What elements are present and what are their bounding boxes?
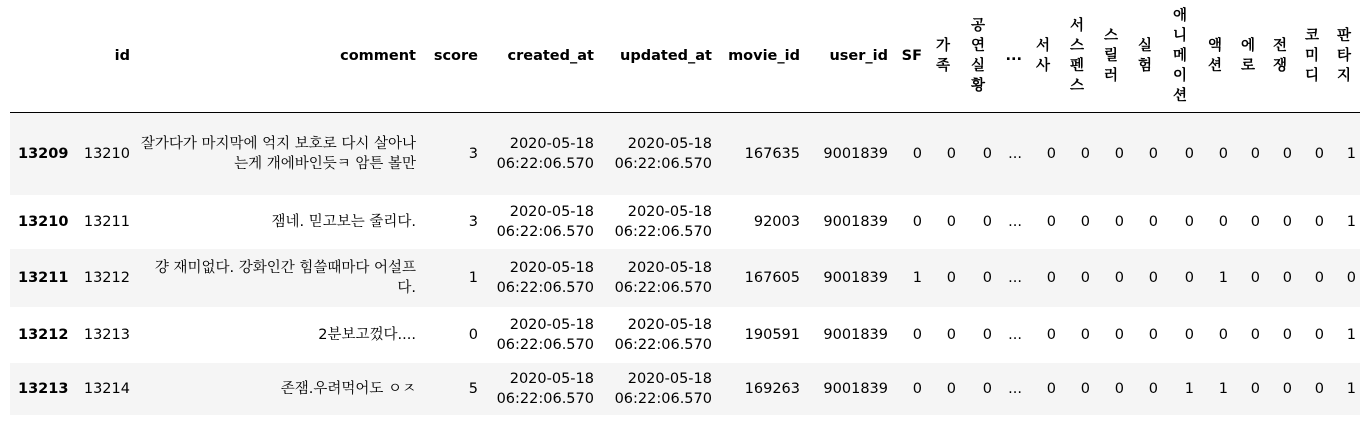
col-header-score: score [420, 0, 482, 113]
col-header-ellipsis: ... [996, 0, 1026, 113]
cell-comedy: 0 [1314, 326, 1324, 343]
table-row [10, 307, 1360, 363]
cell-fantasy: 1 [1346, 326, 1356, 343]
cell-score: 3 [468, 145, 478, 162]
col-header-animation [1162, 0, 1198, 113]
cell-score: 1 [468, 269, 478, 286]
cell-movie-id: 190591 [744, 326, 800, 343]
col-header-drama [1026, 0, 1060, 113]
cell-user-id: 9001839 [823, 213, 888, 230]
table-row [10, 113, 1360, 195]
table-row [10, 195, 1360, 249]
col-header-drama-text: 서사 [1035, 38, 1050, 74]
cell-suspense: 0 [1080, 326, 1090, 343]
cell-concert: 0 [982, 213, 992, 230]
cell-thriller: 0 [1114, 213, 1124, 230]
cell-ellipsis: ... [1008, 380, 1022, 397]
cell-comment: 잼네. 믿고보는 줄리다. [271, 213, 416, 230]
cell-ellipsis: ... [1008, 145, 1022, 162]
col-header-movie-id: movie_id [716, 0, 804, 113]
cell-experimental: 0 [1148, 326, 1158, 343]
cell-drama: 0 [1046, 213, 1056, 230]
cell-drama: 0 [1046, 145, 1056, 162]
dataframe-table [10, 0, 1360, 415]
cell-id: 13214 [83, 380, 130, 397]
col-header-suspense-text: 서스펜스 [1069, 18, 1084, 94]
col-header-thriller-text: 스릴러 [1103, 28, 1118, 84]
cell-animation: 0 [1184, 145, 1194, 162]
cell-war: 0 [1282, 380, 1292, 397]
col-header-concert-text: 공연실황 [970, 18, 985, 94]
cell-family: 0 [946, 326, 956, 343]
cell-animation: 0 [1184, 213, 1194, 230]
cell-id: 13212 [83, 269, 130, 286]
cell-movie-id: 167635 [744, 145, 800, 162]
cell-fantasy: 0 [1346, 269, 1356, 286]
cell-suspense: 0 [1080, 145, 1090, 162]
col-header-fantasy-text: 판타지 [1336, 28, 1351, 84]
cell-war: 0 [1282, 145, 1292, 162]
cell-family: 0 [946, 145, 956, 162]
cell-comedy: 0 [1314, 213, 1324, 230]
col-header-war [1264, 0, 1296, 113]
col-header-suspense [1060, 0, 1094, 113]
cell-animation: 1 [1184, 380, 1194, 397]
cell-movie-id: 167605 [744, 269, 800, 286]
cell-war: 0 [1282, 326, 1292, 343]
cell-created-at: 2020-05-18 06:22:06.570 [496, 259, 594, 296]
col-header-sf: SF [892, 0, 926, 113]
cell-family: 0 [946, 269, 956, 286]
cell-ellipsis: ... [1008, 269, 1022, 286]
cell-comment: 2분보고껐다.... [318, 326, 416, 343]
cell-comedy: 0 [1314, 145, 1324, 162]
cell-experimental: 0 [1148, 269, 1158, 286]
col-header-created-at: created_at [482, 0, 598, 113]
col-header-animation-text: 애니메이션 [1172, 8, 1187, 104]
cell-thriller: 0 [1114, 380, 1124, 397]
cell-created-at: 2020-05-18 06:22:06.570 [496, 316, 594, 353]
cell-fantasy: 1 [1346, 380, 1356, 397]
cell-animation: 0 [1184, 269, 1194, 286]
cell-index: 13210 [18, 213, 69, 230]
col-header-family-text: 가족 [935, 38, 950, 74]
cell-drama: 0 [1046, 269, 1056, 286]
cell-created-at: 2020-05-18 06:22:06.570 [496, 370, 594, 407]
cell-family: 0 [946, 213, 956, 230]
cell-user-id: 9001839 [823, 380, 888, 397]
table-row [10, 363, 1360, 415]
cell-action: 1 [1218, 269, 1228, 286]
col-header-action-text: 액션 [1207, 38, 1222, 74]
cell-thriller: 0 [1114, 326, 1124, 343]
cell-drama: 0 [1046, 380, 1056, 397]
cell-fantasy: 1 [1346, 145, 1356, 162]
cell-concert: 0 [982, 380, 992, 397]
col-header-concert [960, 0, 996, 113]
cell-sf: 0 [912, 326, 922, 343]
col-header-updated-at: updated_at [598, 0, 716, 113]
cell-ellipsis: ... [1008, 326, 1022, 343]
cell-erotic: 0 [1250, 213, 1260, 230]
cell-updated-at: 2020-05-18 06:22:06.570 [614, 316, 712, 353]
cell-index: 13211 [18, 269, 69, 286]
cell-war: 0 [1282, 213, 1292, 230]
cell-drama: 0 [1046, 326, 1056, 343]
col-header-user-id: user_id [804, 0, 892, 113]
cell-sf: 0 [912, 145, 922, 162]
cell-movie-id: 169263 [744, 380, 800, 397]
col-header-family [926, 0, 960, 113]
col-header-war-text: 전쟁 [1272, 38, 1287, 74]
cell-updated-at: 2020-05-18 06:22:06.570 [614, 135, 712, 172]
cell-fantasy: 1 [1346, 213, 1356, 230]
cell-experimental: 0 [1148, 213, 1158, 230]
cell-action: 0 [1218, 213, 1228, 230]
cell-created-at: 2020-05-18 06:22:06.570 [496, 203, 594, 240]
cell-user-id: 9001839 [823, 326, 888, 343]
table-body [10, 113, 1360, 415]
table-header [10, 0, 1360, 113]
cell-index: 13213 [18, 380, 69, 397]
cell-id: 13213 [83, 326, 130, 343]
cell-score: 5 [468, 380, 478, 397]
cell-sf: 0 [912, 213, 922, 230]
cell-user-id: 9001839 [823, 145, 888, 162]
index-header [10, 0, 74, 113]
cell-erotic: 0 [1250, 145, 1260, 162]
cell-animation: 0 [1184, 326, 1194, 343]
cell-concert: 0 [982, 145, 992, 162]
cell-updated-at: 2020-05-18 06:22:06.570 [614, 370, 712, 407]
cell-suspense: 0 [1080, 213, 1090, 230]
col-header-comedy-text: 코미디 [1304, 28, 1319, 84]
cell-suspense: 0 [1080, 380, 1090, 397]
cell-id: 13211 [83, 213, 130, 230]
col-header-comment: comment [134, 0, 420, 113]
col-header-experimental [1128, 0, 1162, 113]
col-header-erotic-text: 에로 [1240, 38, 1255, 74]
cell-war: 0 [1282, 269, 1292, 286]
col-header-thriller [1094, 0, 1128, 113]
cell-comment: 존잼.우려먹어도 ㅇㅈ [280, 380, 416, 397]
col-header-id: id [74, 0, 134, 113]
cell-experimental: 0 [1148, 145, 1158, 162]
cell-updated-at: 2020-05-18 06:22:06.570 [614, 203, 712, 240]
cell-created-at: 2020-05-18 06:22:06.570 [496, 135, 594, 172]
cell-ellipsis: ... [1008, 213, 1022, 230]
cell-concert: 0 [982, 326, 992, 343]
cell-index: 13209 [18, 145, 69, 162]
cell-id: 13210 [83, 145, 130, 162]
header-row [10, 0, 1360, 113]
cell-erotic: 0 [1250, 380, 1260, 397]
cell-index: 13212 [18, 326, 69, 343]
cell-sf: 0 [912, 380, 922, 397]
col-header-action [1198, 0, 1232, 113]
col-header-comedy [1296, 0, 1328, 113]
cell-thriller: 0 [1114, 145, 1124, 162]
cell-movie-id: 92003 [753, 213, 800, 230]
cell-family: 0 [946, 380, 956, 397]
cell-comment: 잘가다가 마지막에 억지 보호로 다시 살아나는게 개에바인듯ㅋ 암튼 볼만 [140, 135, 416, 172]
col-header-experimental-text: 실험 [1137, 38, 1152, 74]
col-header-fantasy [1328, 0, 1360, 113]
cell-updated-at: 2020-05-18 06:22:06.570 [614, 259, 712, 296]
cell-erotic: 0 [1250, 326, 1260, 343]
col-header-erotic [1232, 0, 1264, 113]
cell-thriller: 0 [1114, 269, 1124, 286]
cell-sf: 1 [912, 269, 922, 286]
cell-score: 3 [468, 213, 478, 230]
cell-erotic: 0 [1250, 269, 1260, 286]
cell-action: 0 [1218, 326, 1228, 343]
cell-action: 1 [1218, 380, 1228, 397]
cell-action: 0 [1218, 145, 1228, 162]
cell-concert: 0 [982, 269, 992, 286]
cell-user-id: 9001839 [823, 269, 888, 286]
cell-score: 0 [468, 326, 478, 343]
cell-comedy: 0 [1314, 269, 1324, 286]
table-row [10, 249, 1360, 307]
cell-suspense: 0 [1080, 269, 1090, 286]
cell-experimental: 0 [1148, 380, 1158, 397]
cell-comment: 걍 재미없다. 강화인간 힘쓸때마다 어설프다. [154, 259, 416, 296]
cell-comedy: 0 [1314, 380, 1324, 397]
